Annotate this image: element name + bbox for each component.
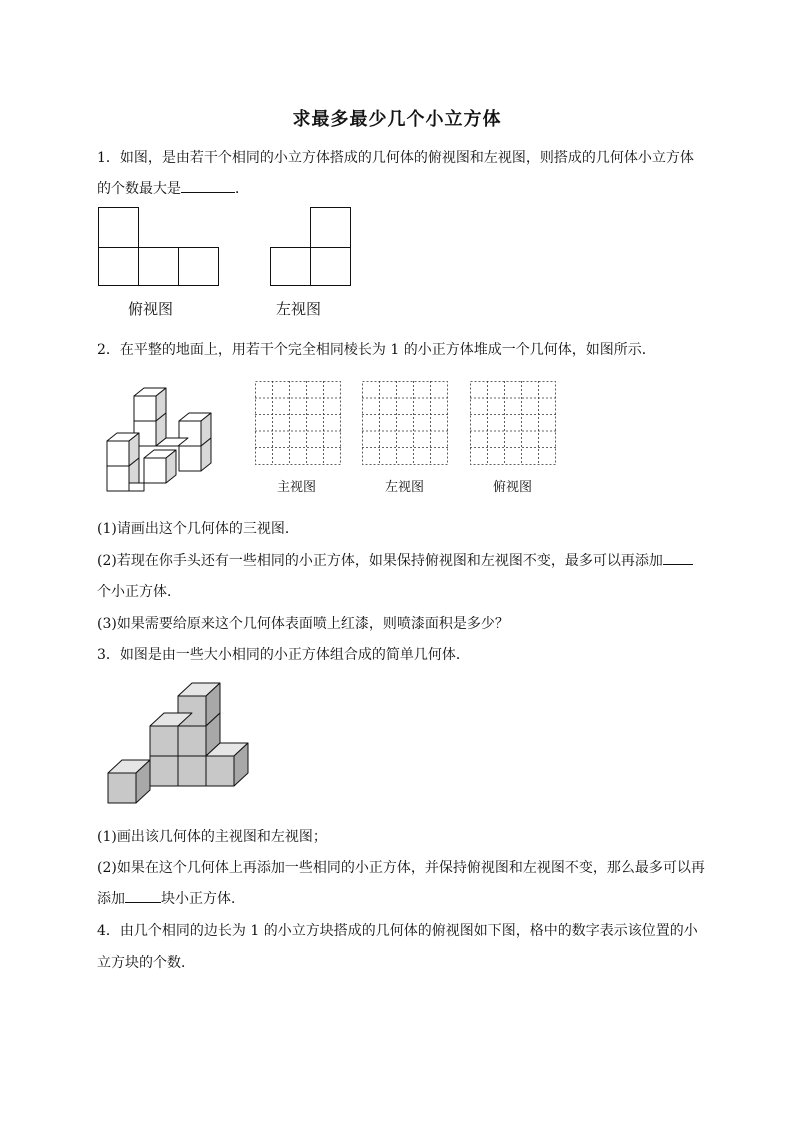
q1-answer-blank [181,191,235,193]
q2-part1: (1)请画出这个几何体的三视图． [97,521,299,537]
q1-left-view-figure [270,207,354,289]
page-title: 求最多最少几个小立方体 [292,109,502,130]
q3-answer-blank [125,901,161,903]
q3-part2-suffix: 块小正方体． [161,891,245,907]
q1-text-line2 [97,178,249,198]
q1-text-prefix: 的个数最大是 [97,181,181,197]
q4-text-line2: 立方块的个数． [97,955,195,971]
q2-part2-line1 [97,550,693,570]
q1-text-suffix: ． [235,181,249,197]
q2-text-line1: 2．在平整的地面上，用若干个完全相同棱长为 1 的小正方体堆成一个几何体，如图所示． [97,342,656,358]
q2-left-view-grid [362,381,448,465]
q3-part2-prefix: 添加 [97,891,125,907]
q1-top-view-figure [98,207,223,289]
q2-part2-text: (2)若现在你手头还有一些相同的小正方体，如果保持俯视图和左视图不变，最多可以再添加 [97,553,663,569]
q2-front-view-grid [255,381,341,465]
q2-part3: (3)如果需要给原来这个几何体表面喷上红漆，则喷漆面积是多少？ [97,616,509,632]
q4-text-line1: 4．由几个相同的边长为 1 的小立方块搭成的几何体的俯视图如下图，格中的数字表示该位置的小 [97,923,698,939]
q3-text-line1: 3．如图是由一些大小相同的小正方体组合成的简单几何体． [97,647,470,663]
q2-caption-front-view: 主视图 [277,480,317,495]
q3-part2-line2 [97,888,245,908]
q2-cube-stack-figure [104,383,224,498]
q3-part2-line1: (2)如果在这个几何体上再添加一些相同的小正方体，并保持俯视图和左视图不变，那么最多可以再 [97,860,705,876]
q3-cube-stack-figure [104,680,254,808]
q2-part2-line2: 个小正方体． [97,584,181,600]
q3-part1: (1)画出该几何体的主视图和左视图； [97,829,327,845]
q2-caption-left-view: 左视图 [385,480,425,495]
q1-caption-left-view: 左视图 [276,300,322,318]
q2-caption-top-view: 俯视图 [493,480,533,495]
q2-answer-blank [663,563,693,565]
q2-top-view-grid [470,381,556,465]
q1-caption-top-view: 俯视图 [128,300,174,318]
q1-text-line1: 1．如图，是由若干个相同的小立方体搭成的几何体的俯视图和左视图，则搭成的几何体小立方体 [97,150,694,166]
